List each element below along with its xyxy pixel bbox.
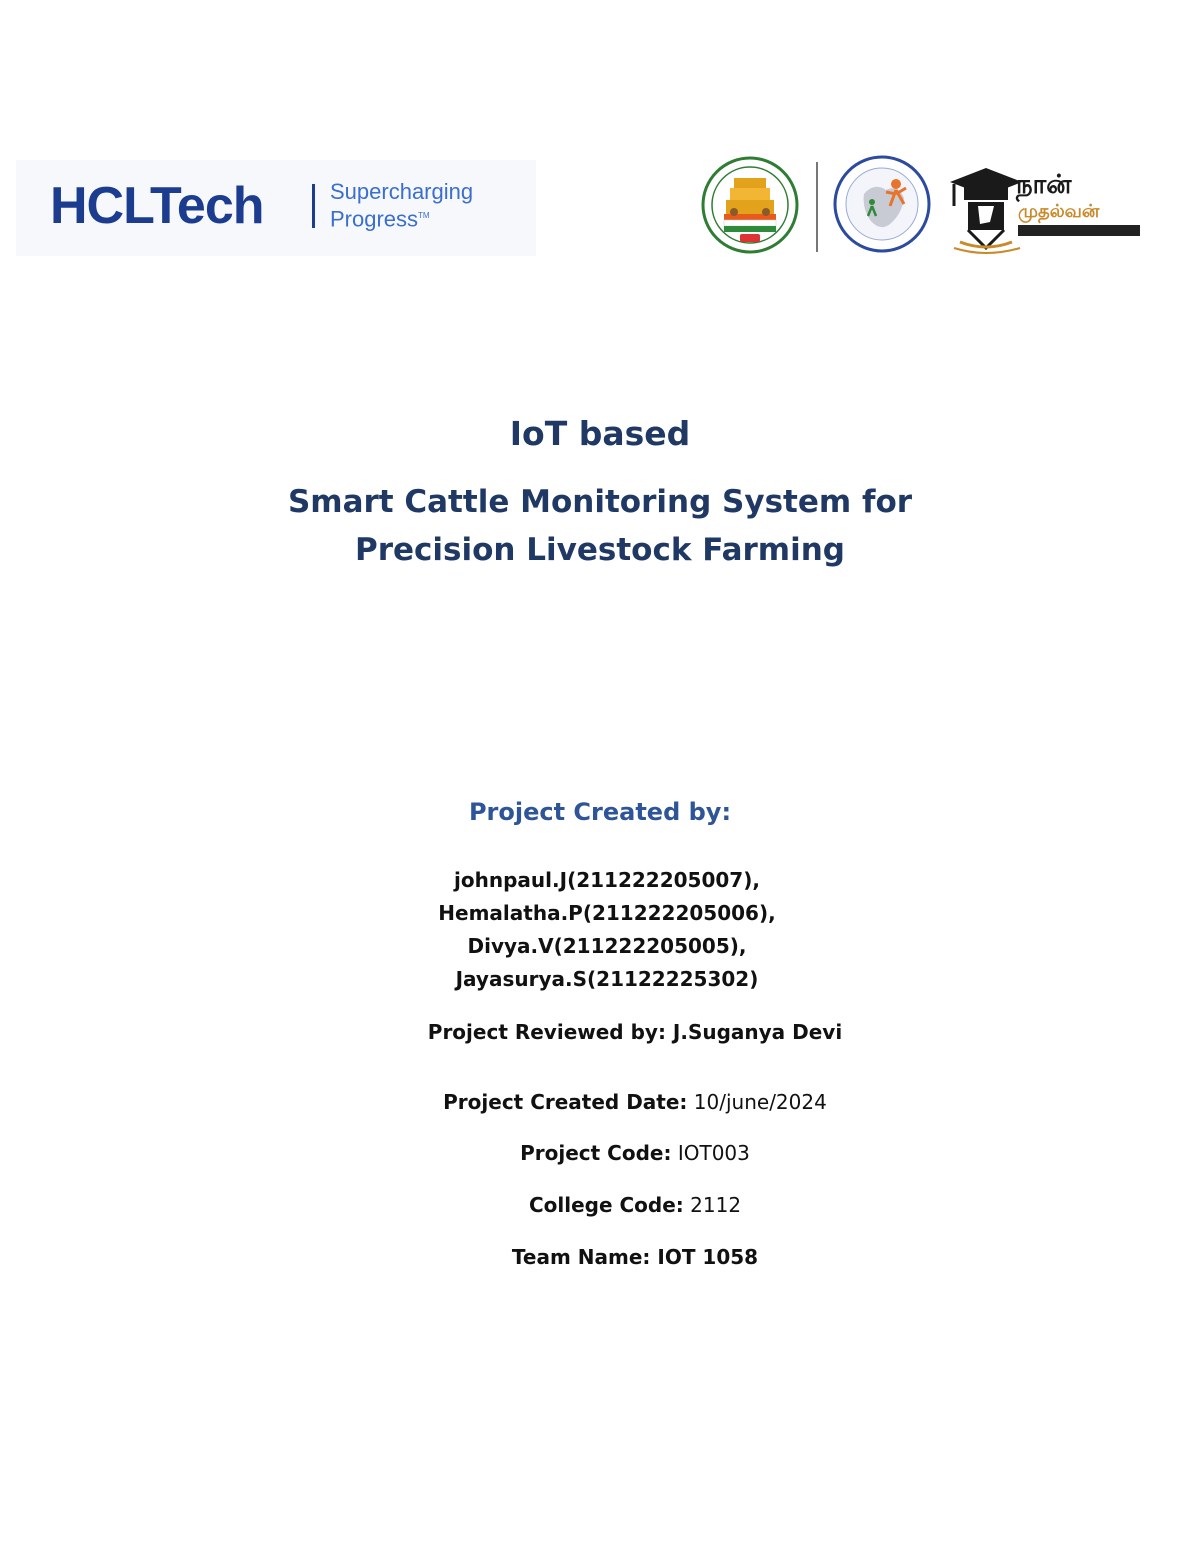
mudhalvan-wordmark: முதல்வன் (1018, 201, 1100, 222)
title-line-3: Precision Livestock Farming (355, 532, 845, 568)
author-item: johnpaul.J(211222205007), (454, 868, 760, 892)
project-created-date (0, 1087, 1200, 1117)
college-code-value: 2112 (690, 1193, 742, 1217)
hcltech-tagline (330, 180, 473, 231)
trademark-mark: TM (418, 211, 430, 220)
project-code-value: IOT003 (677, 1141, 750, 1165)
hcltech-tagline-line2: Progress™ (330, 206, 430, 232)
title-prefix: IoT based (509, 414, 691, 453)
project-created-by-heading: Project Created by: (468, 798, 732, 826)
hcltech-tagline-line1: Supercharging (330, 179, 474, 204)
created-date-label: Project Created Date: (443, 1090, 688, 1114)
hcltech-logo (16, 160, 536, 256)
college-code-label: College Code: (528, 1193, 684, 1217)
page-title (0, 478, 1200, 574)
team-name-label: Team Name: (511, 1245, 651, 1269)
naan-wordmark: நான் (1016, 170, 1072, 200)
author-item: Hemalatha.P(211222205006), (438, 901, 776, 925)
college-code (0, 1190, 1200, 1220)
created-date-value: 10/june/2024 (693, 1090, 827, 1114)
development-emblem-logo (824, 154, 940, 254)
project-code-label: Project Code: (520, 1141, 672, 1165)
project-reviewed-by (0, 1017, 1200, 1047)
logo-divider (816, 162, 818, 252)
author-item: Jayasurya.S(21122225302) (455, 967, 759, 991)
hcltech-divider (312, 184, 315, 228)
author-item: Divya.V(211222205005), (467, 934, 747, 958)
hcltech-wordmark: HCLTech (50, 177, 264, 235)
reviewed-by-value: J.Suganya Devi (672, 1020, 843, 1044)
naan-tagline-strip (1018, 225, 1140, 236)
reviewed-by-label: Project Reviewed by: (427, 1020, 666, 1044)
team-name (0, 1242, 1200, 1272)
project-code (0, 1138, 1200, 1168)
tamil-nadu-seal-logo (694, 156, 806, 254)
author-list (0, 864, 1200, 996)
team-name-value: IOT 1058 (657, 1245, 759, 1269)
title-line-2: Smart Cattle Monitoring System for (287, 484, 913, 520)
